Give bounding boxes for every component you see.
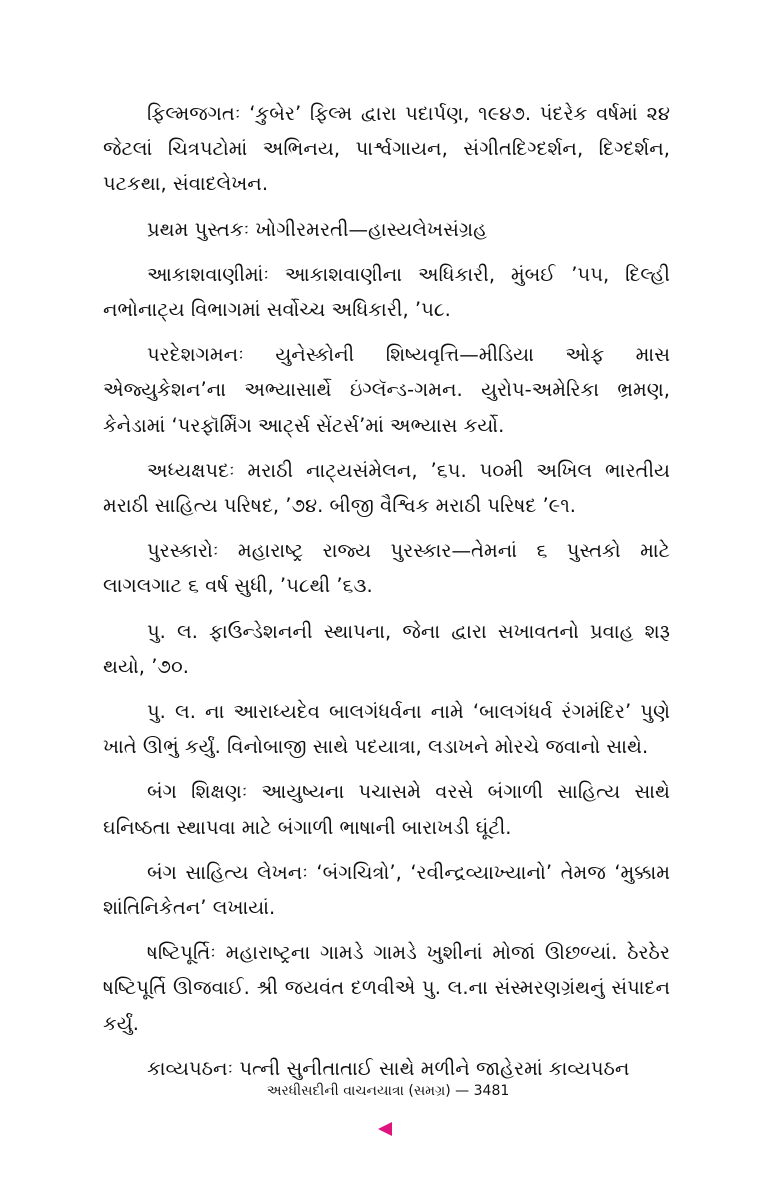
paragraph-heading: ફિલ્મજગતઃ (147, 102, 241, 125)
paragraph-heading: પ્રથમ પુસ્તકઃ (147, 217, 250, 241)
page-footer: અરધીસદીની વાચનયાત્રા (સમગ્ર) — 3481 (266, 1083, 510, 1099)
paragraph-first-book (103, 212, 670, 247)
paragraph-radio (103, 257, 670, 327)
paragraph-body: મરાઠી નાટ્યસંમેલન, ’૬૫. ૫૦મી અખિલ ભારતીય મરાઠી સાહિત્ય પરિષદ, ’૭૪. બીજી વૈશ્વિક મરાઠી પરિષદ ’૯૧. (103, 458, 670, 518)
paragraph-foundation (103, 614, 670, 684)
paragraph-bengali-study (103, 774, 670, 844)
body-text (103, 96, 670, 1096)
paragraph-abroad (103, 337, 670, 443)
paragraph-body: આયુષ્યના પચાસમે વરસે બંગાળી સાહિત્ય સાથે ઘનિષ્ઠતા સ્થાપવા માટે બંગાળી ભાષાની બારાખડી ઘૂંટી. (103, 780, 670, 839)
paragraph-body: આકાશવાણીના અધિકારી, મુંબઈ ’૫૫, દિલ્હી નભોનાટ્ય વિભાગમાં સર્વોચ્ચ અધિકારી, ’૫૮. (103, 262, 670, 322)
paragraph-body: પુ. લ. ફાઉન્ડેશનની સ્થાપના, જેના દ્વારા સખાવતનો પ્રવાહ શરૂ થયો, ’૭૦. (103, 619, 670, 678)
paragraph-body: યુનેસ્કોની શિષ્યવૃત્તિ—મીડિયા ઓફ માસ એજ્યુકેશન’ના અભ્યાસાર્થે ઇંગ્લૅન્ડ-ગમન. યુરોપ-અમેરિકા ભ્રમણ, કેનેડામાં ‘પરફૉર્મિંગ આર્ટ્સ સેંટર્સ’માં અભ્યાસ કર્યો. (103, 343, 670, 437)
paragraph-heading: ષષ્ટિપૂર્તિઃ (147, 941, 216, 965)
paragraph-heading: કાવ્યપઠનઃ (147, 1056, 234, 1080)
paragraph-heading: અધ્યક્ષપદઃ (147, 458, 235, 482)
paragraph-presidency (103, 453, 670, 523)
paragraph-heading: બંગ સાહિત્ય લેખનઃ (147, 860, 308, 884)
previous-page-arrow-icon[interactable] (378, 1122, 392, 1136)
paragraph-body: મહારાષ્ટ્રના ગામડે ગામડે ખુશીનાં મોજાં ઊછળ્યાં. ઠેરઠેર ષષ્ટિપૂર્તિ ઊજવાઈ. શ્રી જયવંત દળવીએ પુ. લ.ના સંસ્મરણગ્રંથનું સંપાદન કર્યું. (103, 941, 670, 1035)
paragraph-heading: પરદેશગમનઃ (147, 343, 244, 367)
paragraph-body: પત્ની સુનીતાતાઈ સાથે મળીને જાહેરમાં કાવ્યપઠન (233, 1056, 630, 1080)
paragraph-film (103, 96, 670, 202)
paragraph-heading: આકાશવાણીમાંઃ (147, 262, 270, 286)
paragraph-poetry-reading (103, 1051, 670, 1086)
paragraph-heading: બંગ શિક્ષણઃ (147, 780, 248, 804)
paragraph-body: પુ. લ. ના આરાધ્યદેવ બાલગંધર્વના નામે ‘બાલગંધર્વ રંગમંદિર’ પુણે ખાતે ઊભું કર્યું. વિનોબાજી સાથે પદયાત્રા, લડાખને મોરચે જવાનો સાથે. (103, 700, 670, 759)
paragraph-awards (103, 533, 670, 603)
paragraph-sixtieth (103, 935, 670, 1041)
paragraph-rangmandir (103, 694, 670, 764)
paragraph-body: ખોગીરમરતી—હાસ્યલેખસંગ્રહ (249, 217, 487, 241)
paragraph-body: ‘કુબેર’ ફિલ્મ દ્વારા પદાર્પણ, ૧૯૪૭. પંદરેક વર્ષમાં ૨૪ જેટલાં ચિત્રપટોમાં અભિનય, પાર્શ્વગાયન, સંગીતદિગ્દર્શન, દિગ્દર્શન, પટકથા, સંવાદલેખન. (103, 102, 670, 196)
paragraph-heading: પુરસ્કારોઃ (147, 539, 219, 563)
paragraph-body: ‘બંગચિત્રો’, ‘રવીન્દ્રવ્યાખ્યાનો’ તેમજ ‘મુક્કામ શાંતિનિકેતન’ લખાયાં. (103, 860, 671, 920)
paragraph-body: મહારાષ્ટ્ર રાજ્ય પુરસ્કાર—તેમનાં ૬ પુસ્તકો માટે લાગલગાટ ૬ વર્ષ સુધી, ’૫૮થી ’૬૩. (103, 539, 670, 598)
paragraph-bengali-writing (103, 855, 670, 925)
